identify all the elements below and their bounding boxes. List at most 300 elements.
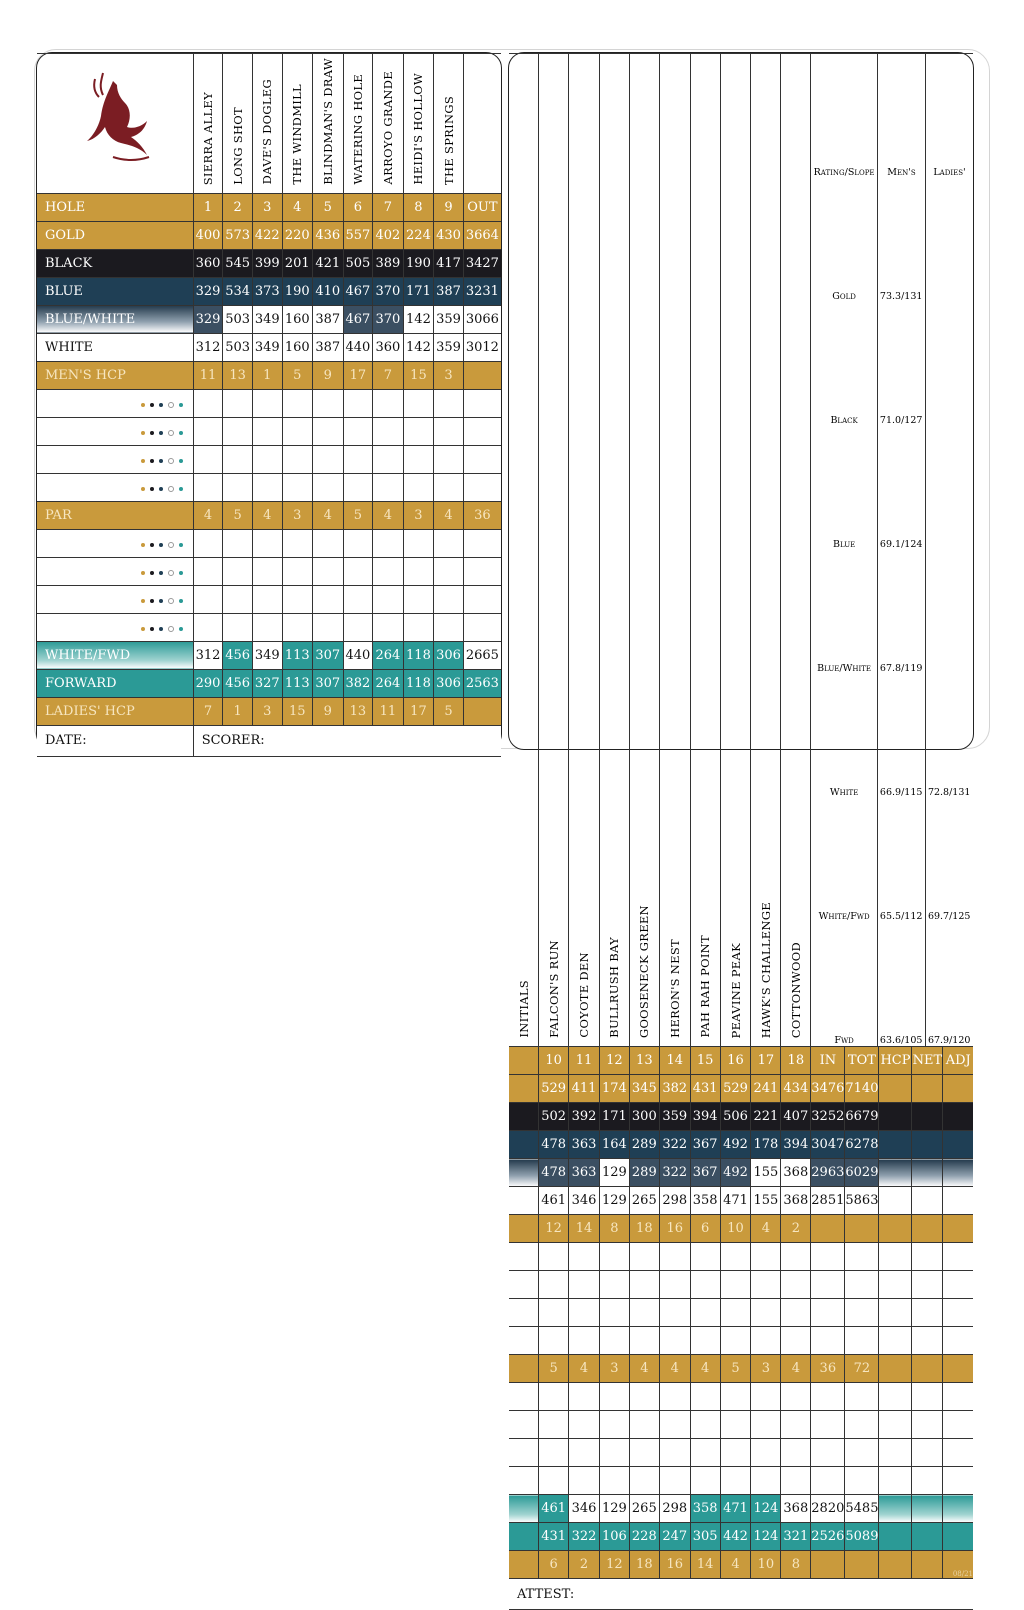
score-cell[interactable]: [463, 389, 501, 417]
score-cell[interactable]: [599, 1467, 629, 1495]
forward-net-cell[interactable]: [912, 1523, 943, 1551]
score-cell[interactable]: [811, 1243, 845, 1271]
score-cell[interactable]: [539, 1467, 569, 1495]
score-cell[interactable]: [569, 1439, 600, 1467]
score-cell[interactable]: [912, 1271, 943, 1299]
ladieshcp-adj-cell[interactable]: 08/21: [943, 1551, 973, 1579]
score-cell[interactable]: [781, 1439, 811, 1467]
score-cell[interactable]: [223, 585, 253, 613]
score-cell[interactable]: [569, 1411, 600, 1439]
score-cell[interactable]: [509, 1243, 539, 1271]
score-cell[interactable]: [539, 1299, 569, 1327]
score-cell[interactable]: [313, 473, 344, 501]
score-cell[interactable]: [690, 1467, 720, 1495]
ladieshcp-hcp-cell[interactable]: [879, 1551, 912, 1579]
score-cell[interactable]: [629, 1439, 659, 1467]
whitefwd-net-cell[interactable]: [912, 1495, 943, 1523]
score-cell[interactable]: [463, 613, 501, 641]
score-cell[interactable]: [629, 1411, 659, 1439]
whitefwd-hole-3: 349: [252, 641, 282, 669]
score-cell[interactable]: [539, 1271, 569, 1299]
black-hole-5: 421: [313, 249, 344, 277]
initials-cell[interactable]: [509, 1355, 539, 1383]
score-cell[interactable]: [781, 1467, 811, 1495]
score-cell[interactable]: [193, 529, 223, 557]
score-cell[interactable]: [509, 1467, 539, 1495]
par-hole-11: 4: [569, 1355, 600, 1383]
score-cell[interactable]: [193, 389, 223, 417]
score-cell[interactable]: [811, 1299, 845, 1327]
score-cell[interactable]: [912, 1467, 943, 1495]
score-cell[interactable]: [569, 1299, 600, 1327]
bluewhite-adj-cell[interactable]: [943, 1159, 973, 1187]
score-cell[interactable]: [811, 1383, 845, 1411]
score-cell[interactable]: [879, 1327, 912, 1355]
score-cell[interactable]: [629, 1467, 659, 1495]
score-cell[interactable]: [223, 389, 253, 417]
score-cell[interactable]: [373, 389, 404, 417]
tee-dot-icon: [150, 431, 154, 435]
score-cell[interactable]: [463, 557, 501, 585]
score-cell[interactable]: [509, 1439, 539, 1467]
score-cell[interactable]: [223, 557, 253, 585]
score-cell[interactable]: [912, 1327, 943, 1355]
gold-hole-2: 573: [223, 221, 253, 249]
forward-hole-13: 228: [629, 1523, 659, 1551]
score-cell[interactable]: [313, 445, 344, 473]
score-cell[interactable]: [599, 1299, 629, 1327]
score-cell[interactable]: [313, 417, 344, 445]
score-cell[interactable]: [252, 417, 282, 445]
score-cell[interactable]: [403, 473, 434, 501]
menshcp-hcp-cell[interactable]: [879, 1215, 912, 1243]
hole-name-text: LONG SHOT: [230, 107, 245, 185]
score-cell[interactable]: [252, 389, 282, 417]
score-cell[interactable]: [373, 417, 404, 445]
black-hcp-cell[interactable]: [879, 1103, 912, 1131]
black-net-cell[interactable]: [912, 1103, 943, 1131]
score-cell[interactable]: [599, 1439, 629, 1467]
score-cell[interactable]: [282, 473, 313, 501]
hole-hole-1: 1: [193, 193, 223, 221]
score-cell[interactable]: [403, 529, 434, 557]
score-cell[interactable]: [879, 1383, 912, 1411]
score-cell[interactable]: [252, 529, 282, 557]
score-cell[interactable]: [282, 613, 313, 641]
ladieshcp-label: LADIES' HCP: [37, 697, 193, 725]
score-cell[interactable]: [343, 585, 373, 613]
menshcp-adj-cell[interactable]: [943, 1215, 973, 1243]
score-cell[interactable]: [599, 1271, 629, 1299]
score-cell[interactable]: [690, 1439, 720, 1467]
score-cell[interactable]: [343, 473, 373, 501]
score-cell[interactable]: [879, 1439, 912, 1467]
tee-dot-icon: [179, 403, 183, 407]
score-cell[interactable]: [463, 529, 501, 557]
score-cell[interactable]: [569, 1467, 600, 1495]
score-cell[interactable]: [434, 529, 464, 557]
gold-hole-5: 436: [313, 221, 344, 249]
score-cell[interactable]: [373, 473, 404, 501]
score-cell[interactable]: [659, 1327, 690, 1355]
score-cell[interactable]: [252, 473, 282, 501]
score-cell[interactable]: [690, 1299, 720, 1327]
score-cell[interactable]: [720, 1411, 751, 1439]
score-cell[interactable]: [943, 1467, 973, 1495]
score-cell[interactable]: [463, 473, 501, 501]
tee-marker-dots: [37, 417, 193, 445]
white-tot: 5863: [845, 1187, 879, 1215]
score-cell[interactable]: [720, 1383, 751, 1411]
score-cell[interactable]: [943, 1271, 973, 1299]
par-out: 36: [463, 501, 501, 529]
score-cell[interactable]: [629, 1299, 659, 1327]
blue-adj-cell[interactable]: [943, 1131, 973, 1159]
rating-men: 69.1/124: [877, 426, 925, 550]
forward-hole-5: 307: [313, 669, 344, 697]
score-cell[interactable]: [781, 1411, 811, 1439]
white-label: WHITE: [37, 333, 193, 361]
score-cell[interactable]: [690, 1327, 720, 1355]
white-hole-10: 461: [539, 1187, 569, 1215]
score-cell[interactable]: [751, 1243, 781, 1271]
score-cell[interactable]: [599, 1327, 629, 1355]
initials-cell[interactable]: [509, 1495, 539, 1523]
blue-in: 3047: [811, 1131, 845, 1159]
score-cell[interactable]: [690, 1383, 720, 1411]
score-cell[interactable]: [912, 1243, 943, 1271]
tee-dot-icon: [150, 403, 154, 407]
score-cell[interactable]: [751, 1299, 781, 1327]
score-cell[interactable]: [434, 389, 464, 417]
score-cell[interactable]: [313, 557, 344, 585]
score-cell[interactable]: [845, 1383, 879, 1411]
black-adj-cell[interactable]: [943, 1103, 973, 1131]
score-cell[interactable]: [659, 1411, 690, 1439]
score-cell[interactable]: [569, 1327, 600, 1355]
gold-net-cell[interactable]: [912, 1075, 943, 1103]
score-cell[interactable]: [845, 1243, 879, 1271]
hole-hole-13: 13: [629, 1047, 659, 1075]
score-cell[interactable]: [252, 613, 282, 641]
score-cell[interactable]: [781, 1383, 811, 1411]
par-net-cell[interactable]: [912, 1355, 943, 1383]
black-hole-13: 300: [629, 1103, 659, 1131]
score-cell[interactable]: [943, 1243, 973, 1271]
score-cell[interactable]: [943, 1299, 973, 1327]
score-cell[interactable]: [282, 585, 313, 613]
score-cell[interactable]: [282, 529, 313, 557]
blue-hole-12: 164: [599, 1131, 629, 1159]
score-cell[interactable]: [659, 1467, 690, 1495]
tee-dot-icon: [141, 571, 145, 575]
score-cell[interactable]: [751, 1327, 781, 1355]
bluewhite-hcp-cell[interactable]: [879, 1159, 912, 1187]
initials-cell[interactable]: [509, 1103, 539, 1131]
score-cell[interactable]: [343, 389, 373, 417]
score-cell[interactable]: [690, 1411, 720, 1439]
score-cell[interactable]: [720, 1271, 751, 1299]
score-cell[interactable]: [252, 557, 282, 585]
score-cell[interactable]: [599, 1243, 629, 1271]
score-cell[interactable]: [313, 585, 344, 613]
score-cell[interactable]: [539, 1243, 569, 1271]
score-cell[interactable]: [811, 1411, 845, 1439]
score-cell[interactable]: [845, 1411, 879, 1439]
score-cell[interactable]: [403, 445, 434, 473]
tee-dot-icon: [168, 598, 174, 604]
front-nine-table: [37, 53, 501, 757]
gold-label: GOLD: [37, 221, 193, 249]
initials-cell[interactable]: [509, 1131, 539, 1159]
blue-net-cell[interactable]: [912, 1131, 943, 1159]
score-cell[interactable]: [599, 1383, 629, 1411]
initials-cell[interactable]: [509, 1551, 539, 1579]
score-cell[interactable]: [659, 1299, 690, 1327]
white-hole-12: 129: [599, 1187, 629, 1215]
score-cell[interactable]: [751, 1383, 781, 1411]
initials-cell[interactable]: [509, 1075, 539, 1103]
hole-hole-16: 16: [720, 1047, 751, 1075]
score-cell[interactable]: [943, 1383, 973, 1411]
score-cell[interactable]: [659, 1439, 690, 1467]
score-cell[interactable]: [463, 417, 501, 445]
score-cell[interactable]: [879, 1299, 912, 1327]
hole-name-text: HERON'S NEST: [667, 939, 682, 1038]
black-hole-9: 417: [434, 249, 464, 277]
score-cell[interactable]: [509, 1299, 539, 1327]
score-cell[interactable]: [509, 1383, 539, 1411]
score-cell[interactable]: [912, 1411, 943, 1439]
score-cell[interactable]: [569, 1383, 600, 1411]
score-cell[interactable]: [845, 1327, 879, 1355]
white-hole-2: 503: [223, 333, 253, 361]
score-cell[interactable]: [690, 1243, 720, 1271]
score-cell[interactable]: [539, 1439, 569, 1467]
forward-hcp-cell[interactable]: [879, 1523, 912, 1551]
score-cell[interactable]: [282, 557, 313, 585]
score-cell[interactable]: [434, 585, 464, 613]
score-cell[interactable]: [403, 417, 434, 445]
score-cell[interactable]: [193, 585, 223, 613]
hole-name-text: COTTONWOOD: [788, 941, 803, 1038]
score-cell[interactable]: [223, 417, 253, 445]
tee-marker-dots: [37, 529, 193, 557]
bluewhite-net-cell[interactable]: [912, 1159, 943, 1187]
score-cell[interactable]: [223, 529, 253, 557]
score-cell[interactable]: [720, 1299, 751, 1327]
score-cell[interactable]: [343, 445, 373, 473]
score-cell[interactable]: [720, 1243, 751, 1271]
score-cell[interactable]: [845, 1467, 879, 1495]
score-cell[interactable]: [629, 1383, 659, 1411]
score-cell[interactable]: [659, 1271, 690, 1299]
gold-hcp-cell[interactable]: [879, 1075, 912, 1103]
black-hole-2: 545: [223, 249, 253, 277]
score-cell[interactable]: [313, 613, 344, 641]
white-hcp-cell[interactable]: [879, 1187, 912, 1215]
rating-men: 73.3/131: [877, 178, 925, 302]
score-cell[interactable]: [781, 1299, 811, 1327]
score-cell[interactable]: [403, 585, 434, 613]
score-cell[interactable]: [751, 1439, 781, 1467]
initials-cell[interactable]: [509, 1187, 539, 1215]
par-hole-14: 4: [659, 1355, 690, 1383]
score-cell[interactable]: [811, 1271, 845, 1299]
blue-out: 3231: [463, 277, 501, 305]
forward-hole-2: 456: [223, 669, 253, 697]
whitefwd-adj-cell[interactable]: [943, 1495, 973, 1523]
hole-hole-6: 6: [343, 193, 373, 221]
score-cell[interactable]: [629, 1327, 659, 1355]
score-cell[interactable]: [223, 613, 253, 641]
score-cell[interactable]: [879, 1271, 912, 1299]
score-cell[interactable]: [193, 557, 223, 585]
score-cell[interactable]: [659, 1383, 690, 1411]
score-cell[interactable]: [434, 557, 464, 585]
score-cell[interactable]: [690, 1271, 720, 1299]
score-cell[interactable]: [313, 389, 344, 417]
score-cell[interactable]: [781, 1271, 811, 1299]
gold-adj-cell[interactable]: [943, 1075, 973, 1103]
score-cell[interactable]: [811, 1467, 845, 1495]
score-cell[interactable]: [313, 529, 344, 557]
white-net-cell[interactable]: [912, 1187, 943, 1215]
score-cell[interactable]: [282, 417, 313, 445]
score-cell[interactable]: [434, 445, 464, 473]
score-cell[interactable]: [781, 1243, 811, 1271]
score-cell[interactable]: [373, 557, 404, 585]
score-cell[interactable]: [509, 1271, 539, 1299]
score-cell[interactable]: [282, 389, 313, 417]
blue-hcp-cell[interactable]: [879, 1131, 912, 1159]
par-hcp-cell[interactable]: [879, 1355, 912, 1383]
back-nine-panel: [508, 52, 974, 1602]
score-cell[interactable]: [720, 1327, 751, 1355]
score-cell[interactable]: [463, 585, 501, 613]
score-cell[interactable]: [599, 1411, 629, 1439]
blue-hole-6: 467: [343, 277, 373, 305]
forward-adj-cell[interactable]: [943, 1523, 973, 1551]
score-cell[interactable]: [434, 417, 464, 445]
white-hole-13: 265: [629, 1187, 659, 1215]
score-cell[interactable]: [912, 1439, 943, 1467]
score-cell[interactable]: [403, 613, 434, 641]
score-cell[interactable]: [193, 613, 223, 641]
score-cell[interactable]: [811, 1439, 845, 1467]
score-cell[interactable]: [343, 557, 373, 585]
score-cell[interactable]: [373, 445, 404, 473]
score-cell[interactable]: [629, 1243, 659, 1271]
menshcp-hole-8: 15: [403, 361, 434, 389]
score-cell[interactable]: [223, 445, 253, 473]
score-cell[interactable]: [223, 473, 253, 501]
score-cell[interactable]: [343, 417, 373, 445]
score-cell[interactable]: [343, 613, 373, 641]
score-cell[interactable]: [193, 473, 223, 501]
score-cell[interactable]: [879, 1411, 912, 1439]
score-cell[interactable]: [569, 1271, 600, 1299]
score-cell[interactable]: [403, 557, 434, 585]
score-cell[interactable]: [403, 389, 434, 417]
tee-dot-icon: [150, 459, 154, 463]
white-adj-cell[interactable]: [943, 1187, 973, 1215]
score-cell[interactable]: [252, 585, 282, 613]
score-cell[interactable]: [912, 1383, 943, 1411]
score-cell[interactable]: [282, 445, 313, 473]
bluewhite-hole-17: 155: [751, 1159, 781, 1187]
tee-dot-icon: [141, 403, 145, 407]
score-cell[interactable]: [373, 613, 404, 641]
score-cell[interactable]: [373, 529, 404, 557]
score-cell[interactable]: [781, 1327, 811, 1355]
whitefwd-hcp-cell[interactable]: [879, 1495, 912, 1523]
score-cell[interactable]: [751, 1467, 781, 1495]
hcp-header: HCP: [879, 1047, 912, 1075]
whitefwd-hole-18: 368: [781, 1495, 811, 1523]
score-cell[interactable]: [912, 1299, 943, 1327]
ladieshcp-net-cell[interactable]: [912, 1551, 943, 1579]
score-cell[interactable]: [463, 445, 501, 473]
score-cell[interactable]: [539, 1383, 569, 1411]
black-hole-1: 360: [193, 249, 223, 277]
gold-hole-3: 422: [252, 221, 282, 249]
score-cell[interactable]: [569, 1243, 600, 1271]
score-cell[interactable]: [943, 1411, 973, 1439]
hole-hole-8: 8: [403, 193, 434, 221]
score-cell[interactable]: [193, 417, 223, 445]
white-hole-9: 359: [434, 333, 464, 361]
score-cell[interactable]: [659, 1243, 690, 1271]
score-cell[interactable]: [373, 585, 404, 613]
white-hole-3: 349: [252, 333, 282, 361]
score-cell[interactable]: [509, 1411, 539, 1439]
score-cell[interactable]: [811, 1327, 845, 1355]
par-adj-cell[interactable]: [943, 1355, 973, 1383]
score-cell[interactable]: [879, 1467, 912, 1495]
score-cell[interactable]: [629, 1271, 659, 1299]
blue-hole-8: 171: [403, 277, 434, 305]
score-cell[interactable]: [434, 473, 464, 501]
score-cell[interactable]: [845, 1271, 879, 1299]
score-cell[interactable]: [343, 529, 373, 557]
initials-cell[interactable]: [509, 1159, 539, 1187]
initials-cell[interactable]: [509, 1047, 539, 1075]
score-cell[interactable]: [509, 1327, 539, 1355]
score-cell[interactable]: [879, 1243, 912, 1271]
score-cell[interactable]: [845, 1439, 879, 1467]
score-cell[interactable]: [720, 1467, 751, 1495]
initials-cell[interactable]: [509, 1215, 539, 1243]
score-cell[interactable]: [193, 445, 223, 473]
black-tot: 6679: [845, 1103, 879, 1131]
par-tot: 72: [845, 1355, 879, 1383]
score-cell[interactable]: [845, 1299, 879, 1327]
score-cell[interactable]: [751, 1411, 781, 1439]
white-hole-1: 312: [193, 333, 223, 361]
score-cell[interactable]: [539, 1411, 569, 1439]
score-cell[interactable]: [943, 1327, 973, 1355]
score-cell[interactable]: [943, 1439, 973, 1467]
score-cell[interactable]: [539, 1327, 569, 1355]
score-cell[interactable]: [252, 445, 282, 473]
score-cell[interactable]: [720, 1439, 751, 1467]
score-cell[interactable]: [751, 1271, 781, 1299]
hole-name-9: [434, 54, 464, 194]
score-cell[interactable]: [434, 613, 464, 641]
initials-cell[interactable]: [509, 1523, 539, 1551]
menshcp-net-cell[interactable]: [912, 1215, 943, 1243]
